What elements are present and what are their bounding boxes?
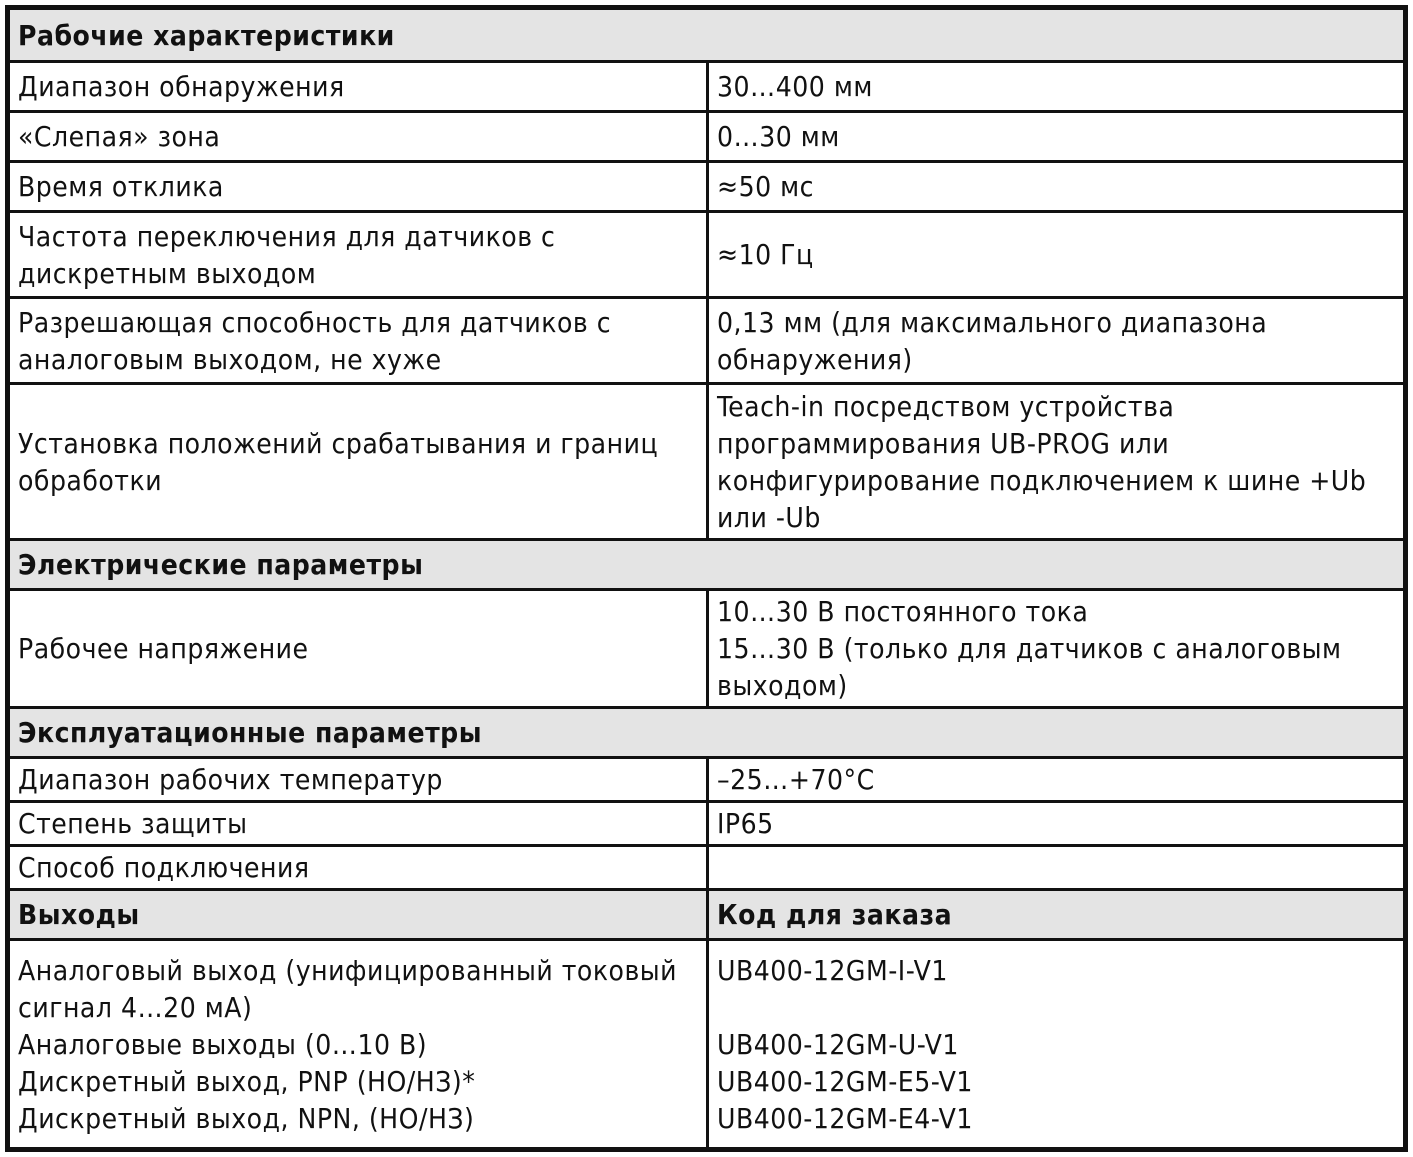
value-cell: 0…30 мм [708, 112, 1406, 162]
order-code: UB400-12GM-E4-V1 [717, 1101, 973, 1135]
order-code: UB400-12GM-E5-V1 [717, 1064, 973, 1098]
table-row [8, 212, 1406, 298]
table-row [8, 846, 1406, 890]
section-header-electrical [8, 540, 1406, 590]
outputs-list [8, 940, 708, 1150]
value-cell: –25…+70°C [708, 758, 1406, 802]
section-header-working [8, 8, 1406, 62]
section-title: Рабочие характеристики [8, 8, 1406, 62]
section-header-operational [8, 708, 1406, 758]
value-line: выходом) [717, 669, 848, 702]
param-line: обработки [18, 463, 163, 497]
output-name: Дискретный выход, PNP (НО/НЗ)* [18, 1064, 476, 1098]
param-cell: Рабочее напряжение [8, 590, 708, 708]
table-row [8, 940, 1406, 1150]
value-line: 15…30 В (только для датчиков с аналоговым [717, 632, 1342, 665]
order-code-header: Код для заказа [708, 890, 1406, 940]
order-code: UB400-12GM-U-V1 [717, 1027, 959, 1061]
table-row [8, 162, 1406, 212]
table-row [8, 384, 1406, 540]
value-line: 10…30 В постоянного тока [717, 595, 1089, 628]
order-code: UB400-12GM-I-V1 [717, 953, 948, 987]
value-line: 0,13 мм (для максимального диапазона [717, 305, 1268, 339]
order-codes-list [708, 940, 1406, 1150]
param-cell: «Слепая» зона [8, 112, 708, 162]
value-line: или -Ub [717, 500, 821, 534]
value-cell: 30…400 мм [708, 62, 1406, 112]
section-title: Электрические параметры [8, 540, 1406, 590]
value-cell [708, 846, 1406, 890]
param-cell: Время отклика [8, 162, 708, 212]
section-title: Эксплуатационные параметры [8, 708, 1406, 758]
table-row [8, 298, 1406, 384]
section-header-outputs [8, 890, 1406, 940]
specifications-table [5, 5, 1408, 1152]
param-line: дискретным выходом [18, 256, 317, 290]
value-cell [708, 298, 1406, 384]
param-cell [8, 212, 708, 298]
table-row [8, 590, 1406, 708]
output-name: Дискретный выход, NPN, (НО/НЗ) [18, 1101, 475, 1135]
param-line: Разрешающая способность для датчиков с [18, 305, 612, 339]
table-row [8, 802, 1406, 846]
param-cell: Способ подключения [8, 846, 708, 890]
value-line: обнаружения) [717, 342, 913, 376]
outputs-header: Выходы [8, 890, 708, 940]
spacer [717, 989, 1395, 1026]
param-cell: Диапазон обнаружения [8, 62, 708, 112]
output-name-line: Аналоговый выход (унифицированный токовый [18, 953, 678, 987]
value-cell: IP65 [708, 802, 1406, 846]
value-cell [708, 590, 1406, 708]
param-cell [8, 384, 708, 540]
param-cell [8, 298, 708, 384]
param-cell: Диапазон рабочих температур [8, 758, 708, 802]
table-row [8, 62, 1406, 112]
value-line: Teach-in посредством устройства [717, 389, 1175, 423]
param-cell: Степень защиты [8, 802, 708, 846]
value-cell [708, 384, 1406, 540]
table-row [8, 112, 1406, 162]
table-row [8, 758, 1406, 802]
param-line: Установка положений срабатывания и границ [18, 426, 659, 460]
param-line: аналоговым выходом, не хуже [18, 342, 442, 376]
output-name: Аналоговые выходы (0…10 В) [18, 1027, 428, 1061]
value-cell: ≈10 Гц [708, 212, 1406, 298]
value-line: конфигурирование подключением к шине +Ub [717, 463, 1367, 497]
value-line: программирования UB-PROG или [717, 426, 1170, 460]
output-name-line: сигнал 4…20 мА) [18, 990, 253, 1024]
value-cell: ≈50 мс [708, 162, 1406, 212]
param-line: Частота переключения для датчиков с [18, 219, 556, 253]
